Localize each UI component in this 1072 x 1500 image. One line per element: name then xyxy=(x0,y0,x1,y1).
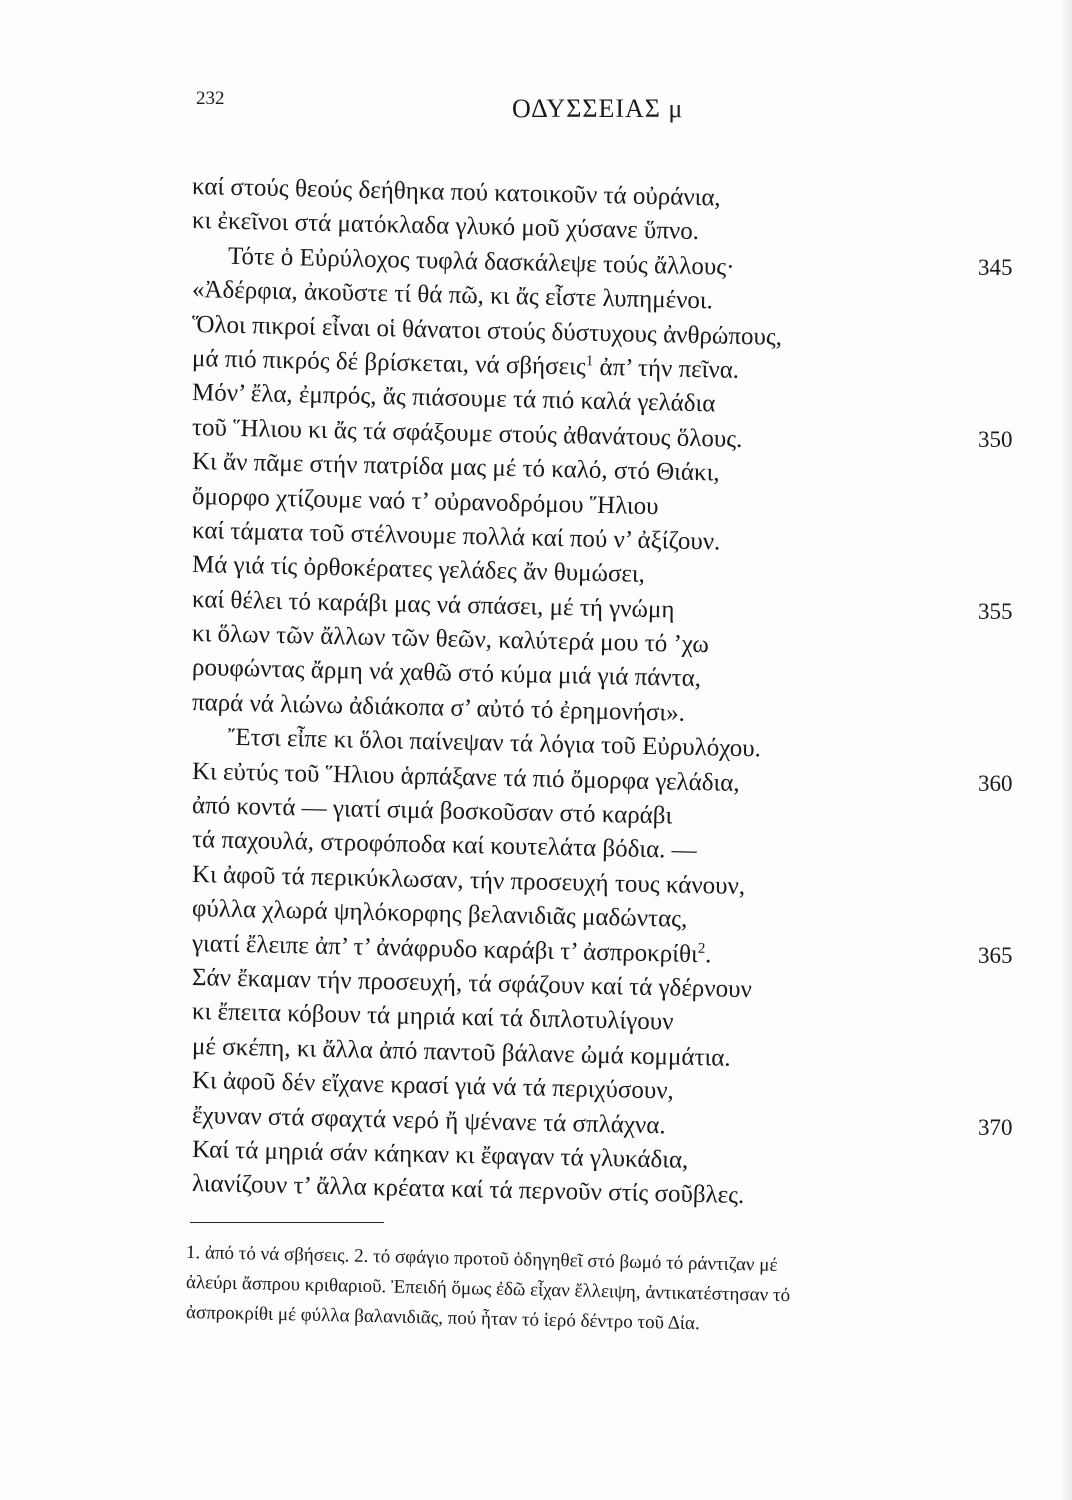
verse-line: Καί τά μηριά σάν κάηκαν κι ἔφαγαν τά γλυκάδια, xyxy=(191,1135,689,1174)
verse-line: Μά γιά τίς ὀρθοκέρατες γελάδες ἄν θυμώσει, xyxy=(191,551,646,589)
verse-line: Κι ἀφοῦ τά περικύκλωσαν, τήν προσευχή τους κάνουν, xyxy=(191,860,746,900)
footnote-divider xyxy=(190,1222,384,1223)
verse-line: μέ σκέπη, κι ἄλλα ἀπό παντοῦ βάλανε ὠμά κομμάτια. xyxy=(191,1032,731,1072)
verse-line: Κι ἄν πᾶμε στήν πατρίδα μας μέ τό καλό, στό Θιάκι, xyxy=(191,448,720,487)
verse-block xyxy=(191,170,912,1210)
verse-line: τά παχουλά, στροφόποδα καί κουτελάτα βόδια. — xyxy=(191,826,698,865)
verse-line: κι ὅλων τῶν ἄλλων τῶν θεῶν, καλύτερά μου τό ’χω xyxy=(191,620,710,659)
verse-line: κι ἐκεῖνοι στά ματόκλαδα γλυκό μοῦ χύσανε ὕπνο. xyxy=(191,207,700,246)
line-number: 355 xyxy=(978,599,1013,624)
verse-line: Κι ἀφοῦ δέν εἴχανε κρασί γιά νά τά περιχύσουν, xyxy=(191,1067,675,1105)
verse-line: παρά νά λιώνω ἀδιάκοπα σ’ αὐτό τό ἐρημονήσι». xyxy=(191,688,686,727)
footnote-line: 1. ἀπό τό νά σβήσεις. 2. τό σφάγιο προτοῦ ὁδηγηθεῖ στό βωμό τό ράντιζαν μέ xyxy=(185,1242,778,1276)
page-edge-shadow xyxy=(1058,0,1072,1500)
verse-line: Ὅλοι πικροί εἶναι οἱ θάνατοι στούς δύστυχους ἀνθρώπους, xyxy=(191,310,783,351)
line-number: 345 xyxy=(978,255,1013,280)
line-number: 370 xyxy=(978,1115,1013,1140)
verse-line: Τότε ὁ Εὐρύλοχος τυφλά δασκάλεψε τούς ἄλλους· xyxy=(227,242,735,281)
verse-line: κι ἔπειτα κόβουν τά μηριά καί τά διπλοτυλίγουν xyxy=(191,998,674,1036)
verse-line: γιατί ἔλειπε ἀπ’ τ’ ἀνάφρυδο καράβι τ’ ἀσπροκρίθι$^2$. xyxy=(191,929,712,968)
line-number: 365 xyxy=(978,943,1013,968)
verse-line: ρουφώντας ἄρμη νά χαθῶ στό κύμα μιά γιά πάντα, xyxy=(191,654,702,693)
footnote-line: ἀσπροκρίθι μέ φύλλα βαλανιδιᾶς, πού ἦταν τό ἱερό δέντρο τοῦ Δία. xyxy=(185,1302,700,1335)
verse-line: Κι εὐτύς τοῦ Ἥλιου ἁρπάξανε τά πιό ὄμορφα γελάδια, xyxy=(191,757,740,797)
verse-line: ὄμορφο χτίζουμε ναό τ’ οὐρανοδρόμου Ἥλιου xyxy=(191,482,659,520)
verse-line: «Ἀδέρφια, ἀκοῦστε τί θά πῶ, κι ἄς εἶστε λυπημένοι. xyxy=(191,276,714,315)
verse-line: φύλλα χλωρά ψηλόκορφης βελανιδιᾶς μαδώντας, xyxy=(191,895,688,934)
verse-line: καί στούς θεούς δεήθηκα πού κατοικοῦν τά οὐράνια, xyxy=(191,173,722,212)
running-head: ΟΔΥΣΣΕΙΑΣ μ xyxy=(512,94,684,123)
verse-line: καί θέλει τό καράβι μας νά σπάσει, μέ τή γνώμη xyxy=(191,585,675,624)
verse-line: ἔχυναν στά σφαχτά νερό ἤ ψένανε τά σπλάχνα. xyxy=(191,1101,666,1139)
verse-line: λιανίζουν τ’ ἄλλα κρέατα καί τά περνοῦν στίς σοῦβλες. xyxy=(191,1170,745,1210)
footnote-line: ἀλεύρι ἄσπρου κριθαριοῦ. Ἐπειδή ὅμως ἐδῶ εἶχαν ἔλλειψη, ἀντικατέστησαν τό xyxy=(185,1272,791,1307)
verse-line: καί τάματα τοῦ στέλνουμε πολλά καί πού ν’ ἀξίζουν. xyxy=(191,516,721,556)
verse-line: τοῦ Ἥλιου κι ἄς τά σφάξουμε στούς ἀθανάτους ὅλους. xyxy=(191,413,743,453)
footnotes xyxy=(185,1238,1026,1335)
verse-line: Σάν ἔκαμαν τήν προσευχή, τά σφάζουν καί τά γδέρνουν xyxy=(191,963,753,1004)
line-number: 350 xyxy=(978,427,1013,452)
verse-line: Ἔτσι εἶπε κι ὅλοι παίνεψαν τά λόγια τοῦ Εὐρυλόχου. xyxy=(227,724,762,763)
verse-line: ἀπό κοντά — γιατί σιμά βοσκοῦσαν στό καράβι xyxy=(191,792,673,830)
line-number: 360 xyxy=(978,771,1013,796)
verse-line: Μόν’ ἔλα, ἐμπρός, ἄς πιάσουμε τά πιό καλά γελάδια xyxy=(191,379,716,418)
verse-line: μά πιό πικρός δέ βρίσκεται, νά σβήσεις$^1$ ἀπ’ τήν πεῖνα. xyxy=(191,344,740,384)
page-number: 232 xyxy=(196,88,225,109)
footnote-marker: 1 xyxy=(585,353,594,370)
footnote-marker: 2 xyxy=(697,940,706,957)
